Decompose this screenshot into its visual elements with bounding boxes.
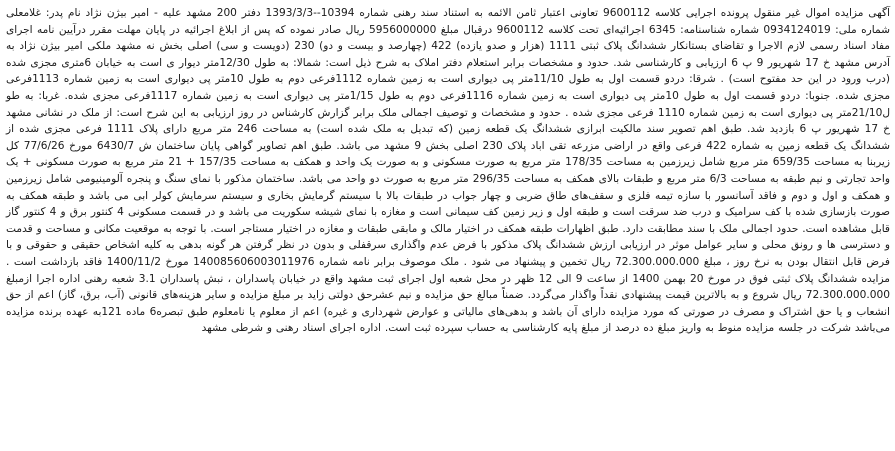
auction-notice-text: آگهی مزایده اموال غیر منقول پرونده اجرایی کلاسه 9600112 تعاونی اعتبار ثامن الائمه به استناد سند رهنی شماره 10394--1393/3/3 دفتر 200 مشهد علیه - امیر بیژن نژاد نام پدر: غلامعلی شماره ملی: 0934124019 شماره شناسنامه: 6345 اجرائیه‌ای تحت کلاسه 9600112 درقبال مبلغ 5956000000 ریال صادر نموده که پس از ابلاغ اجرائیه در پایان مهلت مقرر درآیین نامه اجرای مفاد اسناد رسمی لازم الاجرا و تقاضای بستانکار ششدانگ پلاک ثبتی 1111 (هزار و صدو یازده) 422 (چهارصد و بیست و دو) 230 (دویست و سی) اصلی بخش نه مشهد ملکی امیر بیژن نژاد به آدرس مشهد خ 17 شهریور 9 پ 6 ارزیابی و کارشناسی شد. حدود و مشخصات برابر استعلام دفتر املاک به شرح ذیل است: شمالا: به طول 12/30متر دیوار ی است به خیابان 6متری مجزی شده (درب ورود در این حد مفتوح است) . شرقا: دردو قسمت اول به طول 11/10متر پی دیواری است به زمین شماره 1112فرعی دوم به طول 10متر پی دیواری است به زمین شماره 1113فرعی مجزی شده. جنوبا: دردو قسمت اول به طول 10متر پی دیواری است به زمین شماره 1116فرعی دوم به طول 1/15متر پی دیواری است به زمین شماره 1117فرعی مجزی شده. غربا: به طو ل21/10متر پی دیواری است به زمین شماره 1110 فرعی مجزی شده . حدود و مشخصات و توصیف اجمالی ملک برابر گزارش کارشناس در روز ارزیابی به این شرح است: از ملک در نشانی مشهد خ 17 شهریور پ 6 بازدید شد. طبق اهم تصویر سند مالکیت ابرازی ششدانگ یک قطعه زمین (که تبدیل به ملک شده است) به مساحت 246 متر مربع دارای پلاک 1111 فرعی مجزی شده از ششدانگ یک قطعه زمین به شماره 422 فرعی واقع در اراضی مزرعه تقی اباد پلاک 230 اصلی بخش 9 مشهد می باشد. طبق اهم تصاویر گواهی پایان ساختمان ش 6430/7 مورخ 77/6/26 کل زیربنا به مساحت 659/35 متر مربع شامل زیرزمین به مساحت 178/35 متر مربع به صورت مسکونی و به صورت یک واحد و همکف به مساحت 157/35 + 21 متر مربع به صورت مسکونی + یک واحد تجارتی و نیم طبقه به مساحت 6/3 متر مربع و طبقات بالای همکف به مساحت 296/35 متر مربع به صورت دو واحد می باشد. ساختمان مذکور با نمای سنگ و پنجره آلومینیومی شامل زیرزمین و همکف و اول و دوم و فاقد آسانسور با سازه تیمه فلزی و سقف‌های طاق ضربی و چهار جواب در طبقات بالا با سیستم گرمایش بخاری و سیستم سرمایش کولر ابی می باشد و طبقه همکف به صورت بازسازی شده با کف سرامیک و درب ضد سرقت است و طبقه اول و زیر زمین کف سیمانی است و مغازه با نمای شیشه سکوریت می باشد و در قسمت مسکونی 4 کنتور برق و 4 کنتور گاز قابل مشاهده است. حدود اجمالی ملک با سند مطابقت دارد. طبق اظهارات طبقه همکف در اختیار مالک و مابقی طبقات و مغازه در اختیار مستاجر است. با توجه به موقعیت مکانی و مساحت و قدمت و دسترسی ها و رونق محلی و سایر عوامل موثر در ارزیابی ارزش ششدانگ پلاک مذکور با فرض عدم واگذاری سرقفلی و بدون در نظر گرفتن هر گونه بدهی به کلیه اشخاص حقیقی و حقوقی و با فرض قابل انتقال بودن به نرخ روز ، مبلغ 72.300.000.000 ریال تخمین و پیشنهاد می شود . ملک موصوف برابر نامه شماره 140085606003011976 مورخ 1400/11/2 فاقد بازداشت است . مزایده ششدانگ پلاک ثبتی فوق در مورخ 20 بهمن 1400 از ساعت 9 الی 12 ظهر در محل شعبه اول اجرای ثبت مشهد واقع در خیابان پاسداران ، نبش پاسداران 3.1 شعبه رهنی اداره اجرا ازمبلغ 72.300.000.000 ریال شروع و به بالاترین قیمت پیشنهادی نقداً واگذار می‌گردد. ضمناً مبالغ حق مزایده و نیم عشرحق دولتی زاید بر مبلغ مزایده و سایر هزینه‌های قانونی (آب، برق، گاز) اعم از حق انشعاب و یا حق اشتراک و مصرف در صورتی که مورد مزایده دارای آن باشد و بدهی‌های مالیاتی و عوارض شهرداری و غیره) اعم از معلوم یا نامعلوم طبق تبصره6 ماده 121به عهده برنده مزایده می‌باشد شرکت در جلسه مزایده منوط به واریز مبلغ ده درصد از مبلغ پایه کارشناسی به حساب سپرده ثبت است. اداره اجرای اسناد رهنی و شرطی مشهد	[6, 7, 891, 335]
